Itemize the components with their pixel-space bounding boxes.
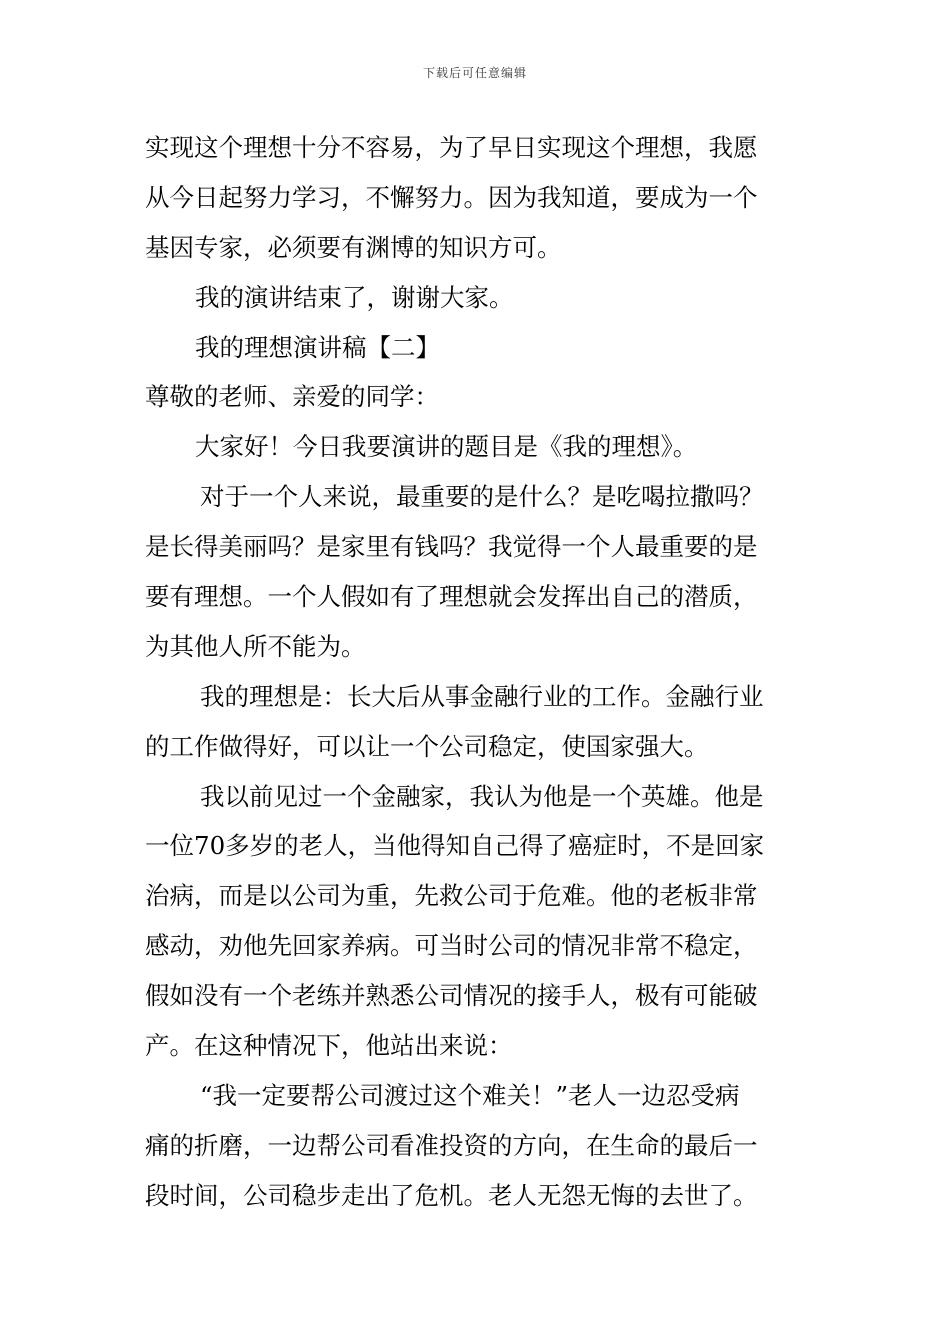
- text-line: 要有理想。一个人假如有了理想就会发挥出自己的潜质，: [145, 582, 758, 611]
- text-line: 痛的折磨，一边帮公司看准投资的方向，在生命的最后一: [145, 1131, 758, 1160]
- page-header: 下载后可任意编辑: [422, 66, 527, 80]
- text-line: 治病，而是以公司为重，先救公司于危难。他的老板非常: [145, 881, 758, 910]
- text-line: “我一定要帮公司渡过这个难关！”老人一边忍受病: [200, 1081, 740, 1110]
- text-line: 实现这个理想十分不容易，为了早日实现这个理想，我愿: [145, 133, 758, 162]
- text-line: 从今日起努力学习，不懈努力。因为我知道，要成为一个: [145, 183, 758, 212]
- text-line: 假如没有一个老练并熟悉公司情况的接手人，极有可能破: [145, 981, 758, 1010]
- text-line: 我的演讲结束了，谢谢大家。: [195, 283, 514, 312]
- text-line: 是长得美丽吗？是家里有钱吗？我觉得一个人最重要的是: [145, 532, 758, 561]
- text-line: 的工作做得好，可以让一个公司稳定，使国家强大。: [145, 732, 709, 761]
- text-line: 为其他人所不能为。: [145, 632, 366, 661]
- text-line: 感动，劝他先回家养病。可当时公司的情况非常不稳定，: [145, 931, 758, 960]
- text-line: 段时间，公司稳步走出了危机。老人无怨无悔的去世了。: [145, 1181, 758, 1210]
- text-line: 产。在这种情况下，他站出来说：: [145, 1031, 513, 1060]
- text-line: 我以前见过一个金融家，我认为他是一个英雄。他是: [200, 782, 764, 811]
- text-line: 一位70多岁的老人，当他得知自己得了癌症时，不是回家: [145, 831, 765, 860]
- text-line: 我的理想是：长大后从事金融行业的工作。金融行业: [200, 682, 764, 711]
- text-line: 大家好！今日我要演讲的题目是《我的理想》。: [195, 432, 698, 461]
- salutation: 尊敬的老师、亲爱的同学：: [145, 382, 439, 411]
- text-line: 对于一个人来说，最重要的是什么？是吃喝拉撒吗？: [200, 482, 764, 511]
- section-title: 我的理想演讲稿【二】: [195, 333, 440, 362]
- text-line: 基因专家，必须要有渊博的知识方可。: [145, 233, 562, 262]
